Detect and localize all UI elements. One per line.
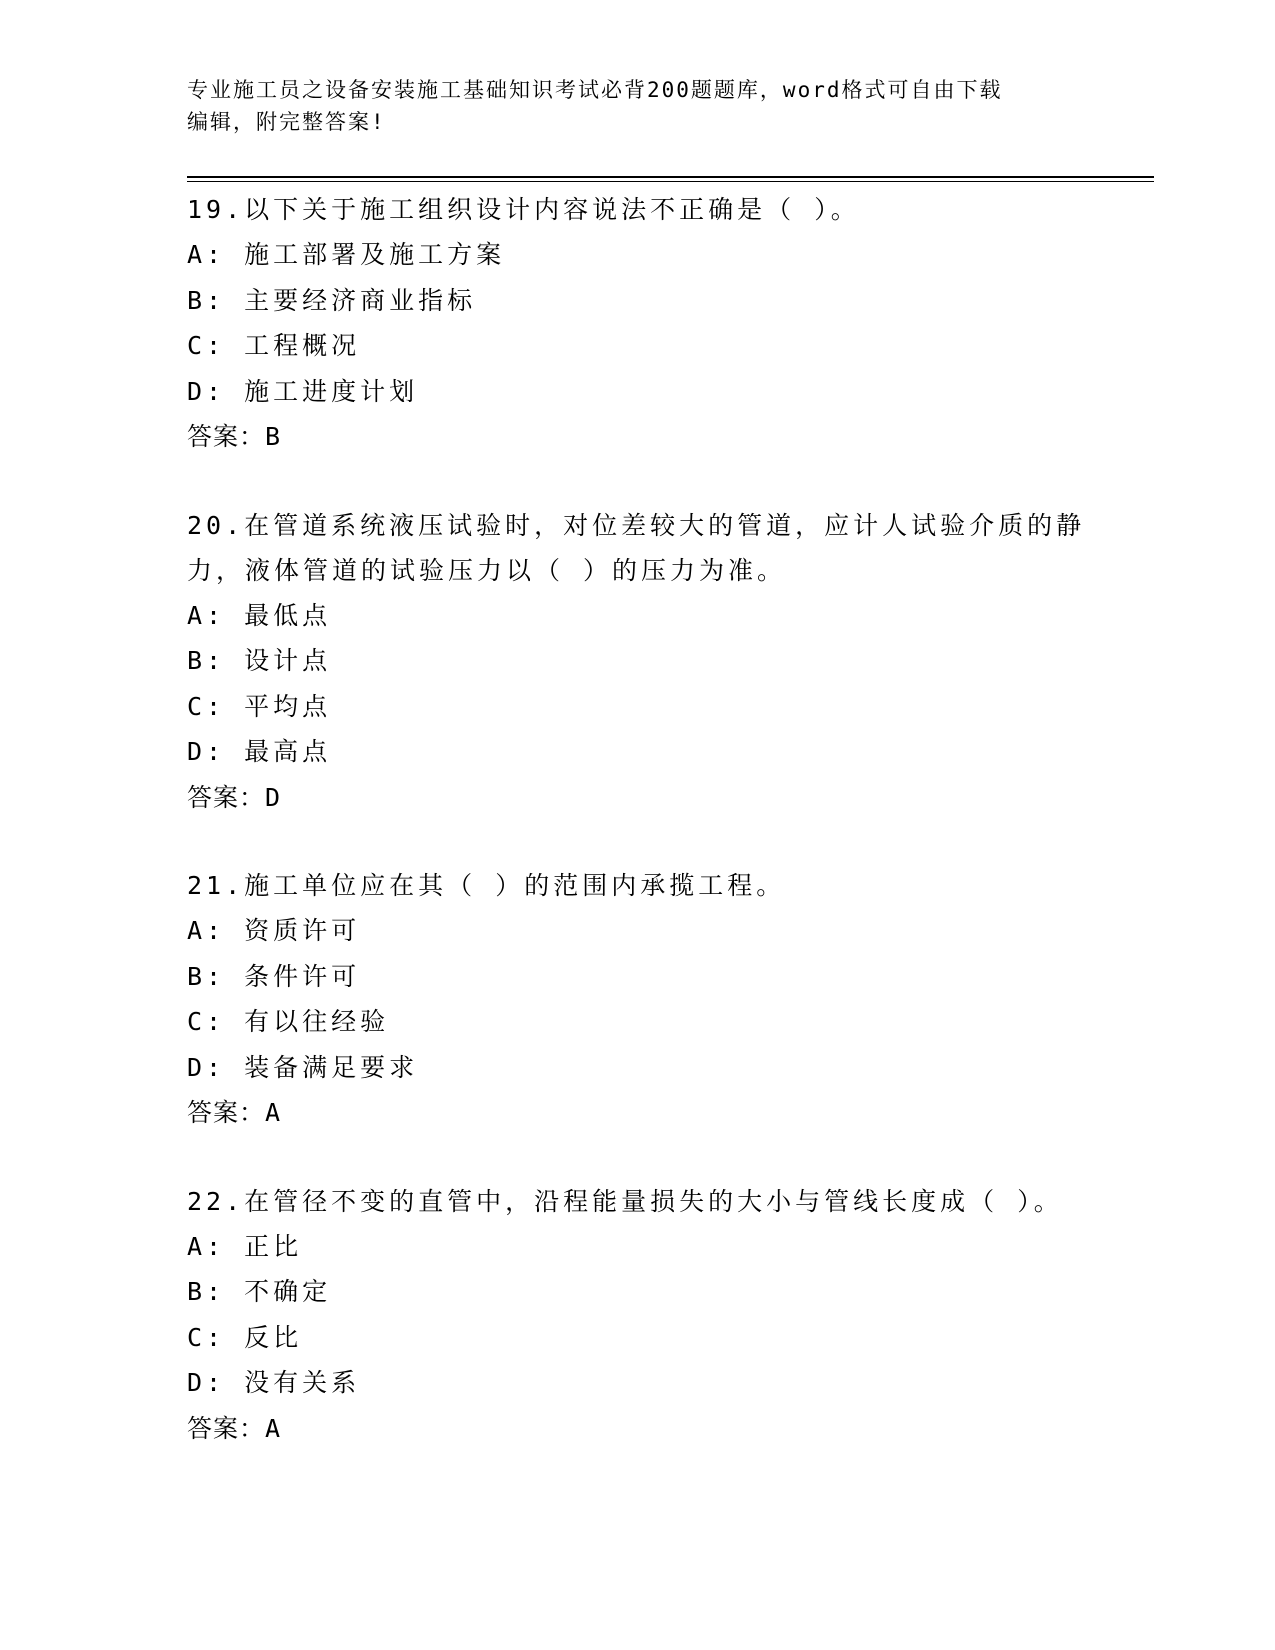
question-text: 19.以下关于施工组织设计内容说法不正确是（ ）。	[187, 195, 860, 224]
answer: 答案：A	[187, 1098, 282, 1127]
question-21	[187, 863, 1087, 1136]
question-text: 20.在管道系统液压试验时，对位差较大的管道，应计人试验介质的静力，液体管道的试验压力以（ ）的压力为准。	[187, 510, 1086, 585]
answer: 答案：B	[187, 422, 282, 451]
option-d: D: 没有关系	[187, 1368, 361, 1397]
question-list	[187, 187, 1087, 1451]
question-text: 21.施工单位应在其（ ）的范围内承揽工程。	[187, 871, 786, 900]
option-d: D: 最高点	[187, 737, 332, 766]
option-d: D: 施工进度计划	[187, 376, 419, 406]
option-d: D: 装备满足要求	[187, 1052, 419, 1082]
answer: 答案：D	[187, 782, 282, 812]
option-b: B: 条件许可	[187, 961, 361, 991]
question-text: 22.在管径不变的直管中，沿程能量损失的大小与管线长度成（ ）。	[187, 1186, 1063, 1216]
option-b: B: 主要经济商业指标	[187, 285, 477, 315]
header-title-line1: 专业施工员之设备安装施工基础知识考试必背200题题库，word格式可自由下载	[187, 78, 1003, 102]
answer: 答案：A	[187, 1413, 282, 1443]
header-divider-thin	[187, 181, 1154, 182]
option-b: B: 设计点	[187, 646, 332, 675]
option-c: C: 反比	[187, 1322, 303, 1352]
question-spacer	[187, 1136, 1087, 1179]
option-a: A: 最低点	[187, 600, 332, 630]
question-22	[187, 1179, 1087, 1452]
header-title-line2: 编辑，附完整答案!	[187, 110, 386, 134]
question-spacer	[187, 460, 1087, 503]
option-c: C: 工程概况	[187, 331, 361, 360]
option-c: C: 有以往经验	[187, 1007, 390, 1036]
question-19	[187, 187, 1087, 460]
document-header	[187, 74, 1087, 138]
option-a: A: 正比	[187, 1231, 303, 1261]
option-b: B: 不确定	[187, 1277, 332, 1306]
option-a: A: 资质许可	[187, 916, 361, 945]
header-divider-thick	[187, 176, 1154, 178]
question-20	[187, 503, 1087, 821]
option-c: C: 平均点	[187, 691, 332, 721]
option-a: A: 施工部署及施工方案	[187, 240, 506, 269]
question-spacer	[187, 820, 1087, 863]
